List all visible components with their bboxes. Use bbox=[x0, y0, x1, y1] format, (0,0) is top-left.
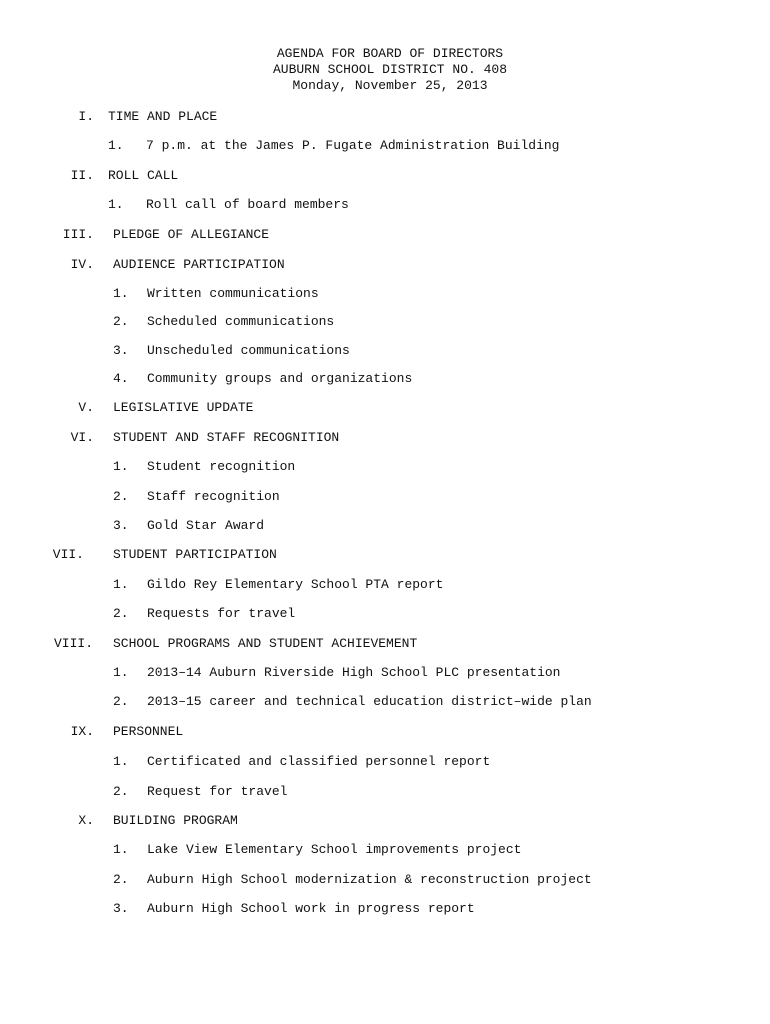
item-number: 1. bbox=[113, 754, 129, 769]
agenda-item-text: Gold Star Award bbox=[147, 518, 265, 533]
section-title: PLEDGE OF ALLEGIANCE bbox=[113, 227, 270, 242]
item-number: 1. bbox=[113, 459, 129, 474]
agenda-item-text: Auburn High School modernization & reconstruction project bbox=[147, 872, 592, 887]
item-number: 1. bbox=[108, 138, 124, 153]
agenda-header bbox=[0, 46, 770, 94]
agenda-title: AGENDA FOR BOARD OF DIRECTORS bbox=[276, 46, 504, 61]
agenda-item-text: Unscheduled communications bbox=[147, 343, 350, 358]
section-numeral: VII. bbox=[52, 547, 84, 562]
section-title: TIME AND PLACE bbox=[108, 109, 218, 124]
item-number: 3. bbox=[113, 901, 129, 916]
item-number: 3. bbox=[113, 343, 129, 358]
agenda-item-text: Roll call of board members bbox=[146, 197, 349, 212]
section-numeral: I. bbox=[78, 109, 94, 124]
item-number: 4. bbox=[113, 371, 129, 386]
item-number: 1. bbox=[113, 286, 129, 301]
agenda-item-text: 2013–14 Auburn Riverside High School PLC presentation bbox=[147, 665, 561, 680]
agenda-item-text: Request for travel bbox=[147, 784, 288, 799]
item-number: 2. bbox=[113, 694, 129, 709]
district-name: AUBURN SCHOOL DISTRICT NO. 408 bbox=[272, 62, 508, 77]
agenda-item-text: Auburn High School work in progress report bbox=[147, 901, 475, 916]
agenda-item-text: Requests for travel bbox=[147, 606, 296, 621]
agenda-item-text: Lake View Elementary School improvements project bbox=[147, 842, 522, 857]
item-number: 2. bbox=[113, 489, 129, 504]
agenda-item-text: Community groups and organizations bbox=[147, 371, 413, 386]
section-title: BUILDING PROGRAM bbox=[113, 813, 238, 828]
agenda-item-text: Certificated and classified personnel report bbox=[147, 754, 491, 769]
item-number: 2. bbox=[113, 314, 129, 329]
section-numeral: VIII. bbox=[53, 636, 93, 651]
meeting-date: Monday, November 25, 2013 bbox=[292, 78, 488, 93]
item-number: 3. bbox=[113, 518, 129, 533]
agenda-item-text: 2013–15 career and technical education district–wide plan bbox=[147, 694, 592, 709]
section-numeral: IV. bbox=[70, 257, 94, 272]
section-numeral: V. bbox=[78, 400, 94, 415]
item-number: 1. bbox=[113, 577, 129, 592]
agenda-item-text: Scheduled communications bbox=[147, 314, 335, 329]
section-title: AUDIENCE PARTICIPATION bbox=[113, 257, 285, 272]
section-numeral: II. bbox=[70, 168, 94, 183]
section-title: PERSONNEL bbox=[113, 724, 184, 739]
section-title: SCHOOL PROGRAMS AND STUDENT ACHIEVEMENT bbox=[113, 636, 418, 651]
item-number: 2. bbox=[113, 606, 129, 621]
item-number: 1. bbox=[113, 665, 129, 680]
section-title: LEGISLATIVE UPDATE bbox=[113, 400, 254, 415]
item-number: 2. bbox=[113, 784, 129, 799]
section-numeral: III. bbox=[62, 227, 94, 242]
section-title: STUDENT PARTICIPATION bbox=[113, 547, 277, 562]
agenda-item-text: 7 p.m. at the James P. Fugate Administration Building bbox=[146, 138, 560, 153]
section-numeral: IX. bbox=[70, 724, 94, 739]
agenda-item-text: Written communications bbox=[147, 286, 319, 301]
agenda-item-text: Student recognition bbox=[147, 459, 296, 474]
item-number: 1. bbox=[108, 197, 124, 212]
item-number: 2. bbox=[113, 872, 129, 887]
section-numeral: X. bbox=[78, 813, 94, 828]
agenda-item-text: Staff recognition bbox=[147, 489, 280, 504]
section-numeral: VI. bbox=[70, 430, 94, 445]
section-title: ROLL CALL bbox=[108, 168, 179, 183]
section-title: STUDENT AND STAFF RECOGNITION bbox=[113, 430, 340, 445]
item-number: 1. bbox=[113, 842, 129, 857]
agenda-item-text: Gildo Rey Elementary School PTA report bbox=[147, 577, 444, 592]
